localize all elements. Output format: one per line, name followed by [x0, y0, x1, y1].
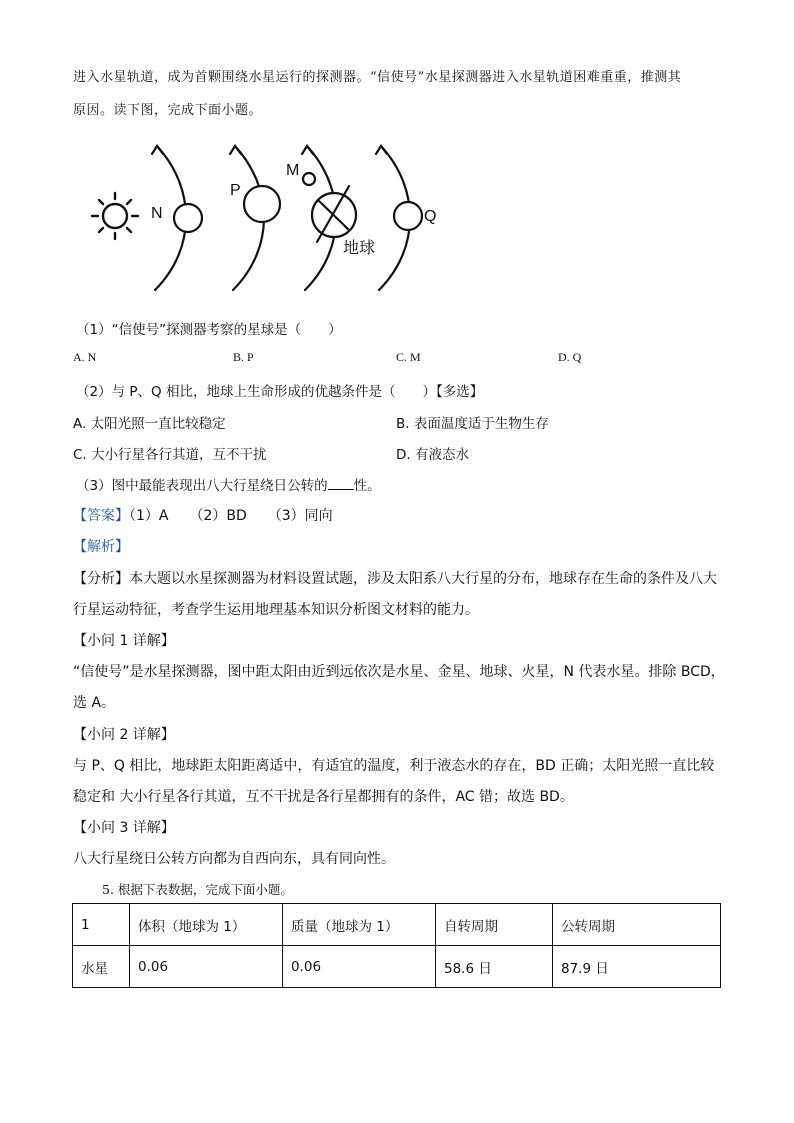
q1-stem: （1）“信使号”探测器考察的星球是（ ） [76, 322, 342, 338]
table-cell: 0.06 [130, 946, 283, 988]
detail2-line-1: 与 P、Q 相比，地球距太阳距离适中，有适宜的温度，利于液态水的存在，BD 正确；太阳光照一直比较 [73, 758, 715, 774]
intro-line-2: 原因。读下图，完成下面小题。 [73, 103, 263, 118]
table-header-cell: 自转周期 [436, 904, 553, 946]
orbit-arrow-1 [152, 146, 163, 154]
table-header-cell: 质量（地球为 1） [283, 904, 436, 946]
analysis-text-1: 本大题以水星探测器为材料设置试题，涉及太阳系八大行星的分布，地球存在生命的条件及八大 [129, 571, 717, 587]
intro-line-1: 进入水星轨道，成为首颗围绕水星运行的探测器。“信使号”水星探测器进入水星轨道困难重重，推测其 [73, 70, 682, 85]
q3-blank [328, 477, 354, 490]
planet-p [244, 186, 280, 222]
q1-option-c: C. M [396, 350, 421, 364]
table-header-row [73, 904, 721, 946]
table-cell: 87.9 日 [553, 946, 721, 988]
q1-option-d: D. Q [558, 350, 582, 364]
q2-option-d: D. 有液态水 [396, 447, 469, 463]
q3-stem-after: 性。 [353, 478, 381, 494]
q3-stem [76, 474, 381, 494]
label-q: Q [424, 208, 437, 225]
q2-option-b: B. 表面温度适于生物生存 [396, 416, 549, 432]
table-row [73, 946, 721, 988]
q2-option-c: C. 大小行星各行其道，互不干扰 [73, 447, 267, 463]
analysis-line-2: 行星运动特征，考查学生运用地理基本知识分析图文材料的能力。 [73, 602, 479, 618]
detail3-line-1: 八大行星绕日公转方向都为自西向东，具有同向性。 [73, 851, 395, 867]
table-header-cell: 体积（地球为 1） [130, 904, 283, 946]
planet-q [394, 202, 422, 230]
detail1-tag: 【小问 1 详解】 [73, 633, 175, 649]
q2-option-a: A. 太阳光照一直比较稳定 [73, 416, 226, 432]
label-earth: 地球 [343, 240, 376, 257]
detail3-tag: 【小问 3 详解】 [73, 820, 175, 836]
q5-stem: 5. 根据下表数据，完成下面小题。 [102, 882, 293, 897]
detail1-line-2: 选 A。 [73, 695, 116, 711]
table-header-cell: 公转周期 [553, 904, 721, 946]
detail2-line-2: 稳定和 大小行星各行其道，互不干扰是各行星都拥有的条件，AC 错；故选 BD。 [73, 789, 574, 805]
solar-system-figure [85, 138, 455, 298]
label-p: P [230, 182, 241, 199]
orbit-arrow-3 [302, 146, 313, 154]
table-cell: 0.06 [283, 946, 436, 988]
q2-stem: （2）与 P、Q 相比，地球上生命形成的优越条件是（ ）【多选】 [76, 384, 484, 400]
label-m: M [286, 162, 300, 179]
table-header-cell: 1 [73, 904, 130, 946]
answer-tag: 【答案】 [73, 508, 129, 524]
label-n: N [151, 205, 163, 222]
analysis-line-1 [73, 568, 717, 588]
orbit-arrow-4 [376, 146, 387, 154]
q1-option-b: B. P [233, 350, 254, 364]
analysis-heading: 【解析】 [73, 539, 129, 555]
sun-icon [92, 193, 138, 239]
analysis-tag: 【分析】 [73, 571, 129, 587]
data-table [72, 903, 721, 988]
table-cell: 水星 [73, 946, 130, 988]
planet-m [303, 173, 315, 185]
q1-option-a: A. N [73, 350, 97, 364]
detail2-tag: 【小问 2 详解】 [73, 727, 175, 743]
orbit-arrow-2 [230, 146, 241, 154]
q3-stem-before: （3）图中最能表现出八大行星绕日公转的 [76, 478, 328, 494]
answer-text: （1）A （2）BD （3）同向 [129, 508, 333, 524]
table-cell: 58.6 日 [436, 946, 553, 988]
answer-line [73, 505, 333, 525]
detail1-line-1: “信使号”是水星探测器，图中距太阳由近到远依次是水星、金星、地球、火星，N 代表水星。排除 BCD， [73, 664, 725, 680]
planet-n [174, 204, 202, 232]
